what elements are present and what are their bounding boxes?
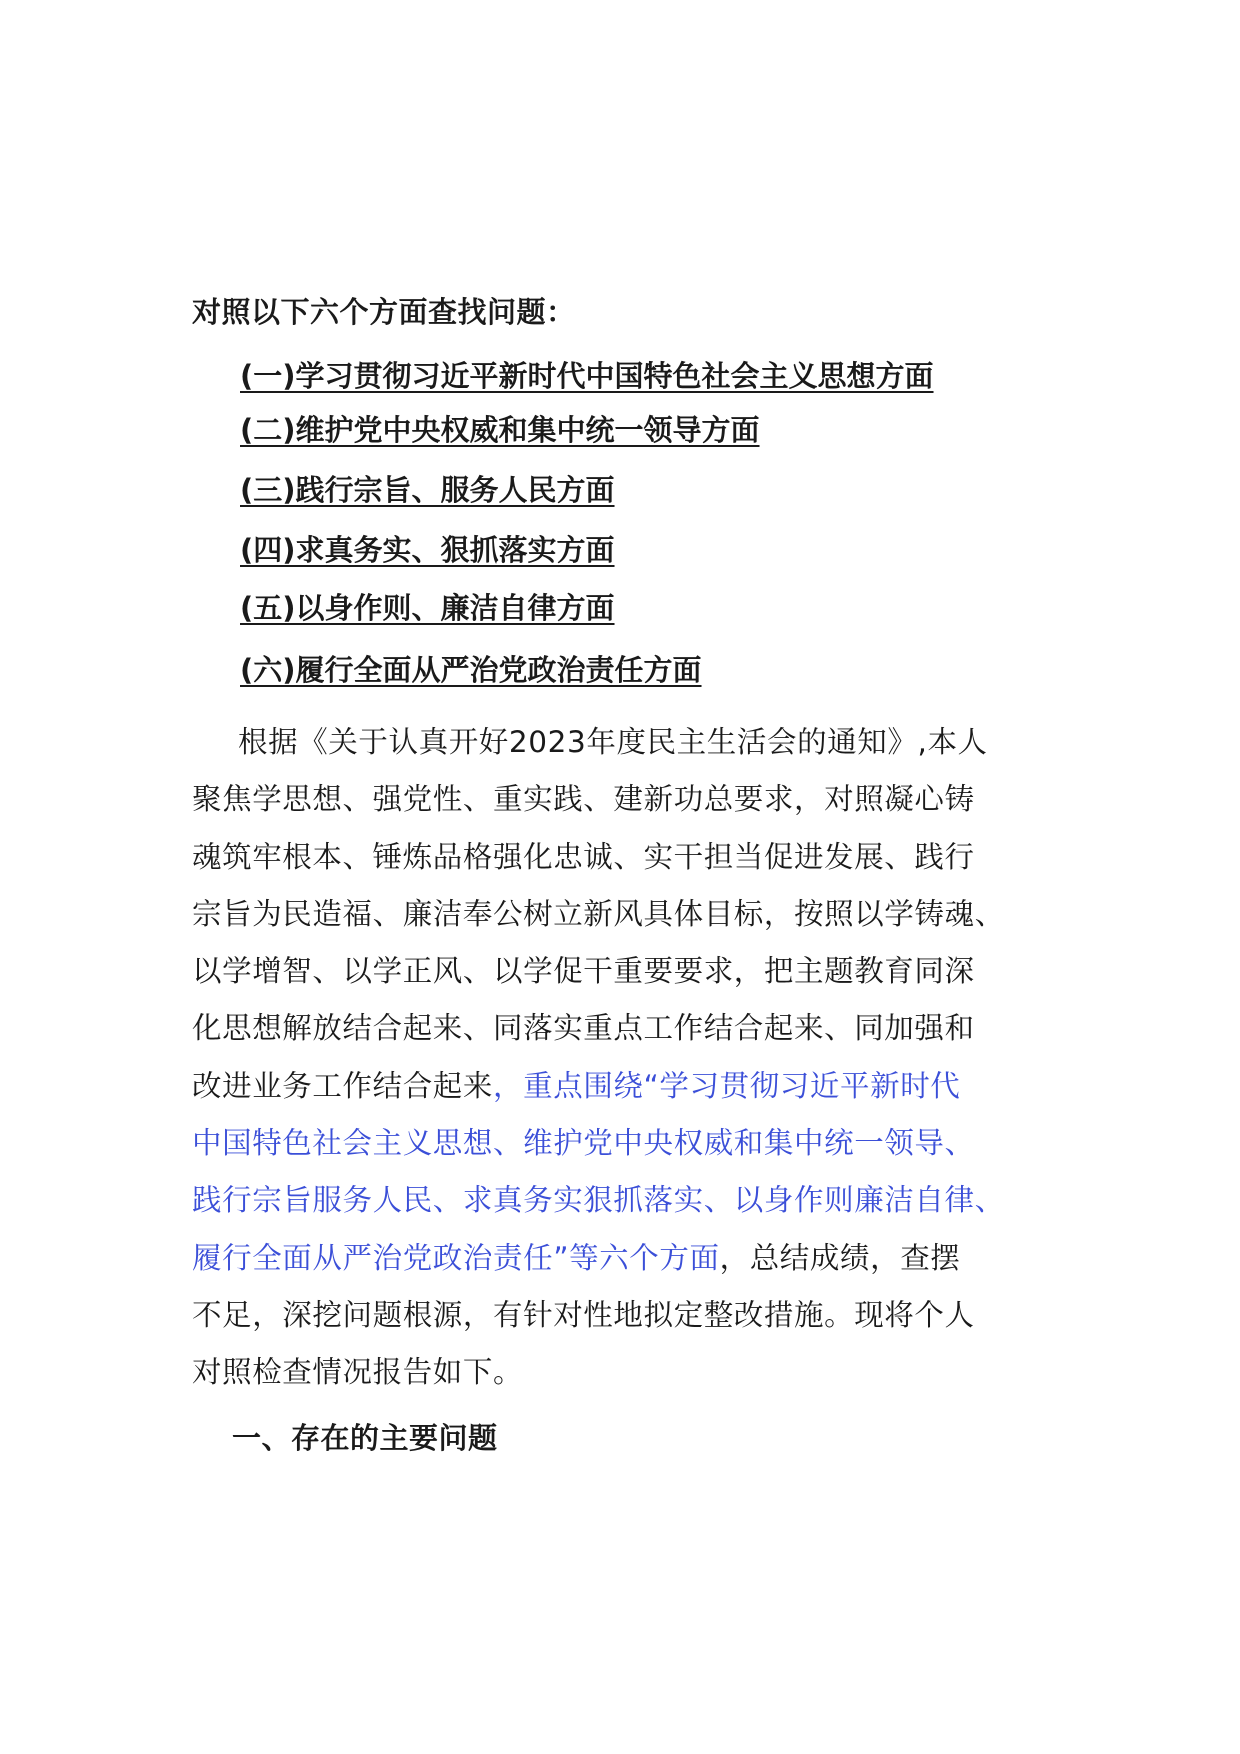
body-line: 聚焦学思想、强党性、重实践、建新功总要求，对照凝心铸 [192, 782, 975, 817]
highlighted-text: ，重点围绕“学习贯彻习近平新时代 [493, 1068, 961, 1103]
body-line: 宗旨为民造福、廉洁奉公树立新风具体目标，按照以学铸魂、 [192, 896, 1005, 931]
section-heading: 一、存在的主要问题 [232, 1421, 498, 1455]
body-line: 不足，深挖问题根源，有针对性地拟定整改措施。现将个人 [192, 1297, 975, 1332]
body-line: 根据《关于认真开好2023年度民主生活会的通知》,本人 [238, 725, 988, 759]
body-line: 魂筑牢根本、锤炼品格强化忠诚、实干担当促进发展、践行 [192, 839, 975, 874]
aspect-item-3: (三)践行宗旨、服务人民方面 [240, 473, 615, 507]
body-line: 对照检查情况报告如下。 [192, 1355, 524, 1390]
aspect-item-5: (五)以身作则、廉洁自律方面 [240, 591, 615, 625]
intro-heading: 对照以下六个方面查找问题： [192, 295, 576, 329]
body-line: 化思想解放结合起来、同落实重点工作结合起来、同加强和 [192, 1011, 975, 1046]
highlighted-line: 践行宗旨服务人民、求真务实狠抓落实、以身作则廉洁自律、 [192, 1183, 1005, 1218]
highlighted-line: 中国特色社会主义思想、维护党中央权威和集中统一领导、 [192, 1126, 975, 1161]
body-text: 改进业务工作结合起来 [192, 1068, 494, 1103]
aspect-item-1: (一)学习贯彻习近平新时代中国特色社会主义思想方面 [240, 359, 934, 393]
body-text: ，总结成绩，查摆 [719, 1240, 961, 1275]
aspect-item-2: (二)维护党中央权威和集中统一领导方面 [240, 413, 760, 447]
aspect-item-4: (四)求真务实、狠抓落实方面 [240, 533, 615, 567]
body-line: 以学增智、以学正风、以学促干重要要求，把主题教育同深 [192, 954, 975, 989]
body-line [192, 1058, 1072, 1115]
aspect-item-6: (六)履行全面从严治党政治责任方面 [240, 653, 702, 687]
body-paragraph [192, 714, 1072, 1402]
highlighted-text: 履行全面从严治党政治责任”等六个方面 [192, 1240, 720, 1275]
body-line [192, 1230, 1072, 1287]
